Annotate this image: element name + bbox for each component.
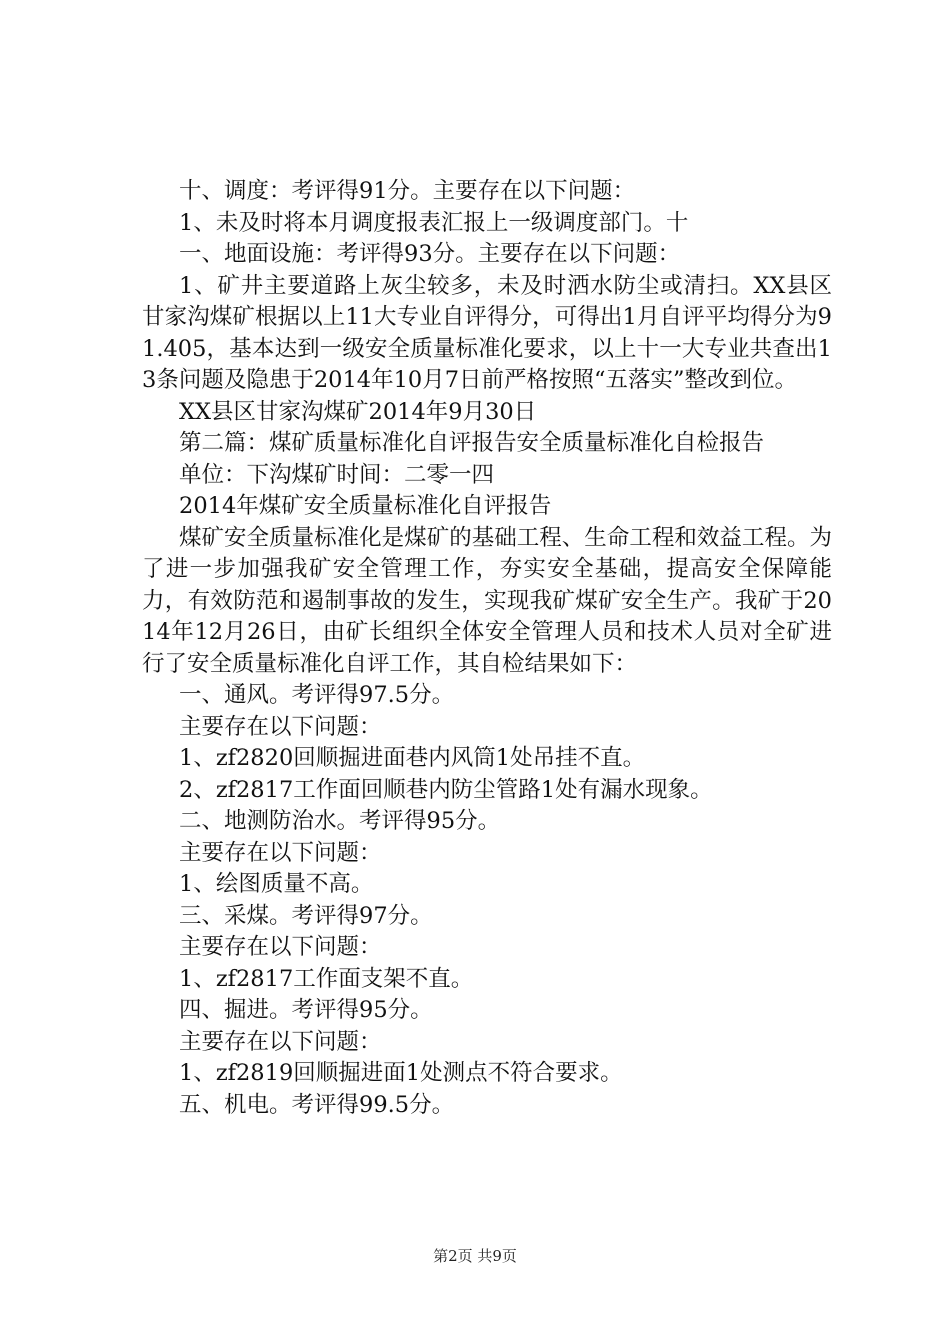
paragraph: 煤矿安全质量标准化是煤矿的基础工程、生命工程和效益工程。为了进一步加强我矿安全管理工作，夯实安全基础，提高安全保障能力，有效防范和遏制事故的发生，实现我矿煤矿安全生产。我矿于2014年12月26日，由矿长组织全体安全管理人员和技术人员对全矿进行了安全质量标准化自评工作，其自检结果如下： xyxy=(142,524,832,677)
paragraph: 单位：下沟煤矿时间：二零一四 xyxy=(179,461,495,488)
paragraph: 2、zf2817工作面回顺巷内防尘管路1处有漏水现象。 xyxy=(179,776,713,803)
paragraph: 1、zf2817工作面支架不直。 xyxy=(179,965,474,992)
paragraph: 四、掘进。考评得95分。 xyxy=(179,997,433,1023)
paragraph: 主要存在以下问题： xyxy=(179,839,382,866)
paragraph: 2014年煤矿安全质量标准化自评报告 xyxy=(179,493,552,519)
paragraph: 一、通风。考评得97.5分。 xyxy=(179,682,455,708)
paragraph: 主要存在以下问题： xyxy=(179,1028,382,1055)
page-footer: 第2页 共9页 xyxy=(433,1247,517,1265)
section-heading: 第二篇：煤矿质量标准化自评报告安全质量标准化自检报告 xyxy=(179,430,765,456)
paragraph: 1、绘图质量不高。 xyxy=(179,871,374,897)
paragraph: 十、调度：考评得91分。主要存在以下问题： xyxy=(179,178,636,204)
paragraph: 二、地测防治水。考评得95分。 xyxy=(179,808,501,834)
paragraph: 1、zf2820回顺掘进面巷内风筒1处吊挂不直。 xyxy=(179,745,646,771)
paragraph: 五、机电。考评得99.5分。 xyxy=(179,1091,455,1118)
paragraph: 一、地面设施：考评得93分。主要存在以下问题： xyxy=(179,241,681,267)
paragraph: 1、未及时将本月调度报表汇报上一级调度部门。十 xyxy=(179,209,689,236)
paragraph: 1、矿井主要道路上灰尘较多，未及时洒水防尘或清扫。XX县区甘家沟煤矿根据以上11大专业自评得分，可得出1月自评平均得分为91.405，基本达到一级安全质量标准化要求，以上十一大专业共查出13条问题及隐患于2014年10月7日前严格按照“五落实”整改到位。 xyxy=(142,272,832,393)
paragraph: 主要存在以下问题： xyxy=(179,934,382,960)
paragraph: 三、采煤。考评得97分。 xyxy=(179,902,433,929)
paragraph: 1、zf2819回顺掘进面1处测点不符合要求。 xyxy=(179,1060,623,1086)
paragraph: XX县区甘家沟煤矿2014年9月30日 xyxy=(179,398,537,425)
paragraph: 主要存在以下问题： xyxy=(179,713,382,740)
document-body xyxy=(142,176,832,1121)
